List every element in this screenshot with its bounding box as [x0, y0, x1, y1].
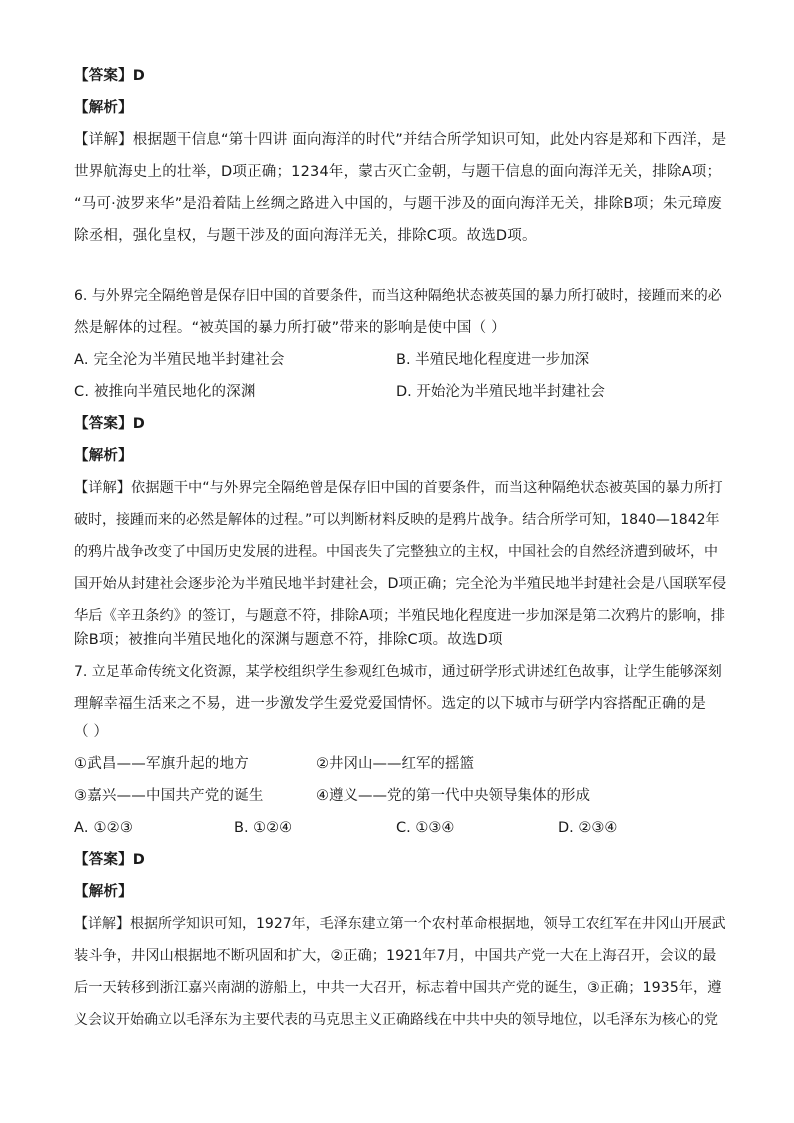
- q7-stem-line: 理解幸福生活来之不易，进一步激发学生爱党爱国情怀。选定的以下城市与研学内容搭配正确的是: [74, 696, 707, 712]
- q7-item-1: ①武昌——军旗升起的地方: [74, 756, 249, 772]
- q5-detail-line: 【详解】根据题干信息“第十四讲 面向海洋的时代”并结合所学知识可知，此处内容是郑和下西洋，是: [74, 132, 727, 148]
- q6-detail-line: 华后《辛丑条约》的签订，与题意不符，排除A项；半殖民地化程度进一步加深是第二次鸦片的影响，排: [74, 608, 726, 624]
- q5-detail-line: “马可·波罗来华”是沿着陆上丝绸之路进入中国的，与题干涉及的面向海洋无关，排除B项；朱元璋废: [74, 196, 722, 212]
- q6-detail-line: 的鸦片战争改变了中国历史发展的进程。中国丧失了完整独立的主权，中国社会的自然经济遭到破坏，中: [74, 544, 718, 560]
- q6-option-d: D. 开始沦为半殖民地半封建社会: [396, 384, 605, 400]
- q7-stem-line: （ ）: [74, 724, 109, 740]
- q7-item-2: ②井冈山——红军的摇篮: [316, 756, 474, 772]
- q7-detail-line: 装斗争，井冈山根据地不断巩固和扩大，②正确；1921年7月，中国共产党一大在上海召开，会议的最: [74, 948, 717, 964]
- q5-analysis-label: 【解析】: [74, 100, 133, 116]
- q6-option-a: A. 完全沦为半殖民地半封建社会: [74, 352, 285, 368]
- q7-answer: 【答案】D: [74, 852, 146, 868]
- q7-option-d: D. ②③④: [558, 820, 618, 836]
- q5-detail-line: 世界航海史上的壮举，D项正确；1234年，蒙古灭亡金朝，与题干信息的面向海洋无关，排除A项；: [74, 164, 722, 180]
- q6-option-c: C. 被推向半殖民地化的深渊: [74, 384, 256, 400]
- q6-option-b: B. 半殖民地化程度进一步加深: [396, 352, 590, 368]
- q5-answer: 【答案】D: [74, 68, 146, 84]
- q6-answer: 【答案】D: [74, 416, 146, 432]
- q6-detail-line: 破时，接踵而来的必然是解体的过程。”可以判断材料反映的是鸦片战争。结合所学可知，1840—1842年: [74, 512, 720, 528]
- q5-detail-line: 除丞相，强化皇权，与题干涉及的面向海洋无关，排除C项。故选D项。: [74, 228, 537, 244]
- q6-detail-line: 国开始从封建社会逐步沦为半殖民地半封建社会，D项正确；完全沦为半殖民地半封建社会是八国联军侵: [74, 576, 727, 592]
- q6-stem-line: 然是解体的过程。“被英国的暴力所打破”带来的影响是使中国（ ）: [74, 320, 506, 336]
- q7-detail-line: 后一天转移到浙江嘉兴南湖的游船上，中共一大召开，标志着中国共产党的诞生，③正确；1935年，遵: [74, 980, 722, 996]
- q6-stem-line: 6. 与外界完全隔绝曾是保存旧中国的首要条件，而当这种隔绝状态被英国的暴力所打破时，接踵而来的必: [74, 288, 722, 304]
- q7-analysis-label: 【解析】: [74, 884, 133, 900]
- q6-detail-line: 【详解】依据题干中“与外界完全隔绝曾是保存旧中国的首要条件，而当这种隔绝状态被英国的暴力所打: [74, 480, 723, 496]
- q6-analysis-label: 【解析】: [74, 448, 133, 464]
- q7-option-a: A. ①②③: [74, 820, 134, 836]
- q7-detail-line: 【详解】根据所学知识可知，1927年，毛泽东建立第一个农村革命根据地，领导工农红军在井冈山开展武: [74, 916, 726, 932]
- q7-item-3: ③嘉兴——中国共产党的诞生: [74, 788, 264, 804]
- q7-item-4: ④遵义——党的第一代中央领导集体的形成: [316, 788, 590, 804]
- q7-detail-line: 义会议开始确立以毛泽东为主要代表的马克思主义正确路线在中共中央的领导地位，以毛泽东为核心的党: [74, 1012, 718, 1028]
- q7-option-c: C. ①③④: [396, 820, 455, 836]
- q6-detail-line: 除B项；被推向半殖民地化的深渊与题意不符，排除C项。故选D项: [74, 632, 503, 648]
- q7-stem-line: 7. 立足革命传统文化资源，某学校组织学生参观红色城市，通过研学形式讲述红色故事，让学生能够深刻: [74, 664, 722, 680]
- q7-option-b: B. ①②④: [234, 820, 293, 836]
